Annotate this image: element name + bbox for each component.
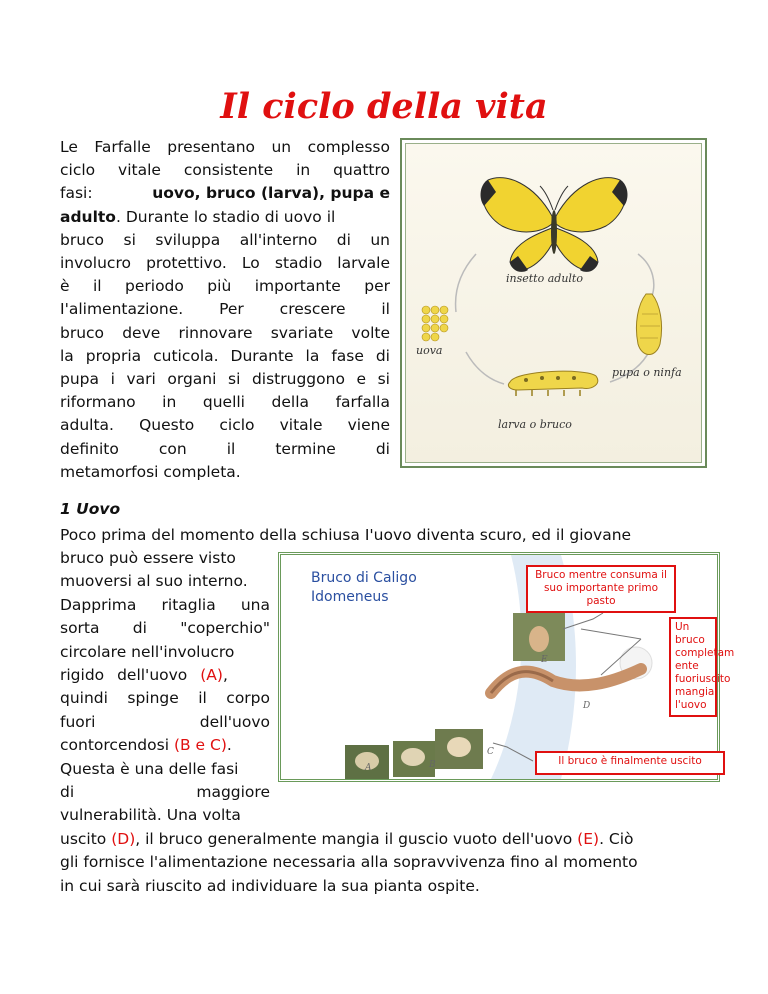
intro-line: ciclo vitale consistente in quattro <box>60 161 390 180</box>
label-pupa: pupa o ninfa <box>612 366 682 379</box>
life-cycle-illustration <box>400 138 707 468</box>
photo-ref-bc: (B e C) <box>173 736 227 755</box>
intro-paragraph <box>60 136 390 484</box>
egg-text: . <box>226 736 232 755</box>
photo-ref-a: (A) <box>200 666 223 685</box>
intro-line <box>60 182 390 205</box>
intro-line: bruco deve rinnovare svariate volte <box>60 323 390 342</box>
egg-text: uscito <box>60 830 107 848</box>
intro-line: è il periodo più importante per <box>60 277 390 296</box>
egg-paragraph-end <box>60 828 710 898</box>
egg-line <box>60 664 270 687</box>
intro-phase-adult: adulto <box>60 207 116 226</box>
egg-paragraph-narrow <box>60 547 270 828</box>
eggs-icon <box>422 306 448 341</box>
caterpillar-icon <box>508 371 597 396</box>
intro-line: riformano in quelli della farfalla <box>60 393 390 412</box>
label-larva: larva o bruco <box>498 418 572 431</box>
intro-line: I'alimentazione. Per crescere il <box>60 300 390 319</box>
egg-text: . Ciò <box>599 830 634 848</box>
egg-line: gli fornisce l'alimentazione necessaria alla sopravvivenza fino al momento <box>60 853 638 872</box>
photo-ref-e: (E) <box>577 830 600 848</box>
egg-line: di maggiore <box>60 783 270 802</box>
page-title: Il ciclo della vita <box>220 86 548 127</box>
egg-paragraph-line <box>60 524 710 547</box>
life-cycle-drawing <box>406 144 701 462</box>
figure-title <box>311 569 417 607</box>
egg-text: , <box>222 666 228 685</box>
intro-text: fasi: <box>60 184 93 203</box>
egg-line: quindi spinge il corpo <box>60 689 270 708</box>
egg-line: Dapprima ritaglia una <box>60 595 270 614</box>
egg-text: , il bruco generalmente mangia il guscio vuoto dell'uovo <box>135 830 573 848</box>
pupa-icon <box>636 294 661 355</box>
photo-ref-d: (D) <box>111 830 136 848</box>
callout-eats-egg: Un bruco completam ente fuoriuscito mangia l'uovo <box>669 617 717 717</box>
photo-label-a: A <box>365 763 372 773</box>
intro-phases: uovo, bruco (larva), pupa e <box>152 184 390 203</box>
intro-line: bruco si sviluppa all'interno di un <box>60 230 390 249</box>
photo-label-e: E <box>541 655 548 665</box>
egg-line <box>60 734 270 757</box>
callout-hatched: Il bruco è finalmente uscito <box>535 751 725 775</box>
egg-text: contorcendosi <box>60 736 170 755</box>
figure-title-line: Idomeneus <box>311 589 389 605</box>
egg-line: Questa è una delle fasi <box>60 759 239 778</box>
egg-line: circolare nell'involucro <box>60 642 235 661</box>
label-adult: insetto adulto <box>506 272 583 285</box>
egg-line <box>60 828 710 851</box>
intro-line <box>60 206 390 229</box>
intro-line: metamorfosi completa. <box>60 462 241 481</box>
section-heading-egg: 1 Uovo <box>60 500 121 518</box>
intro-line: la propria cuticola. Durante la fase di <box>60 346 390 365</box>
egg-line: fuori dell'uovo <box>60 712 270 731</box>
butterfly-icon <box>481 178 628 272</box>
label-eggs: uova <box>416 344 443 357</box>
intro-line: adulta. Questo ciclo vitale viene <box>60 416 390 435</box>
egg-line: vulnerabilità. Una volta <box>60 806 241 825</box>
intro-text: . Durante lo stadio di uovo il <box>115 207 336 226</box>
photo-label-c: C <box>487 747 494 757</box>
figure-title-line: Bruco di Caligo <box>311 570 417 586</box>
egg-line: in cui sarà riuscito ad individuare la sua pianta ospite. <box>60 876 480 895</box>
callout-first-meal: Bruco mentre consuma il suo importante primo pasto <box>526 565 676 613</box>
photo-label-d: D <box>583 701 591 711</box>
egg-text: rigido dell'uovo <box>60 666 188 685</box>
intro-line: definito con il termine di <box>60 439 390 458</box>
intro-line: involucro protettivo. Lo stadio larvale <box>60 254 390 273</box>
illustration-frame <box>405 143 702 463</box>
egg-line: Poco prima del momento della schiusa I'uovo diventa scuro, ed il giovane <box>60 526 632 544</box>
egg-line: sorta di "coperchio" <box>60 619 270 638</box>
intro-line: pupa i vari organi si distruggono e si <box>60 370 390 389</box>
photo-label-b: B <box>429 760 436 770</box>
egg-line: muoversi al suo interno. <box>60 572 248 591</box>
hatching-figure <box>278 552 735 782</box>
egg-line: bruco può essere visto <box>60 549 236 567</box>
intro-line: Le Farfalle presentano un complesso <box>60 138 390 156</box>
